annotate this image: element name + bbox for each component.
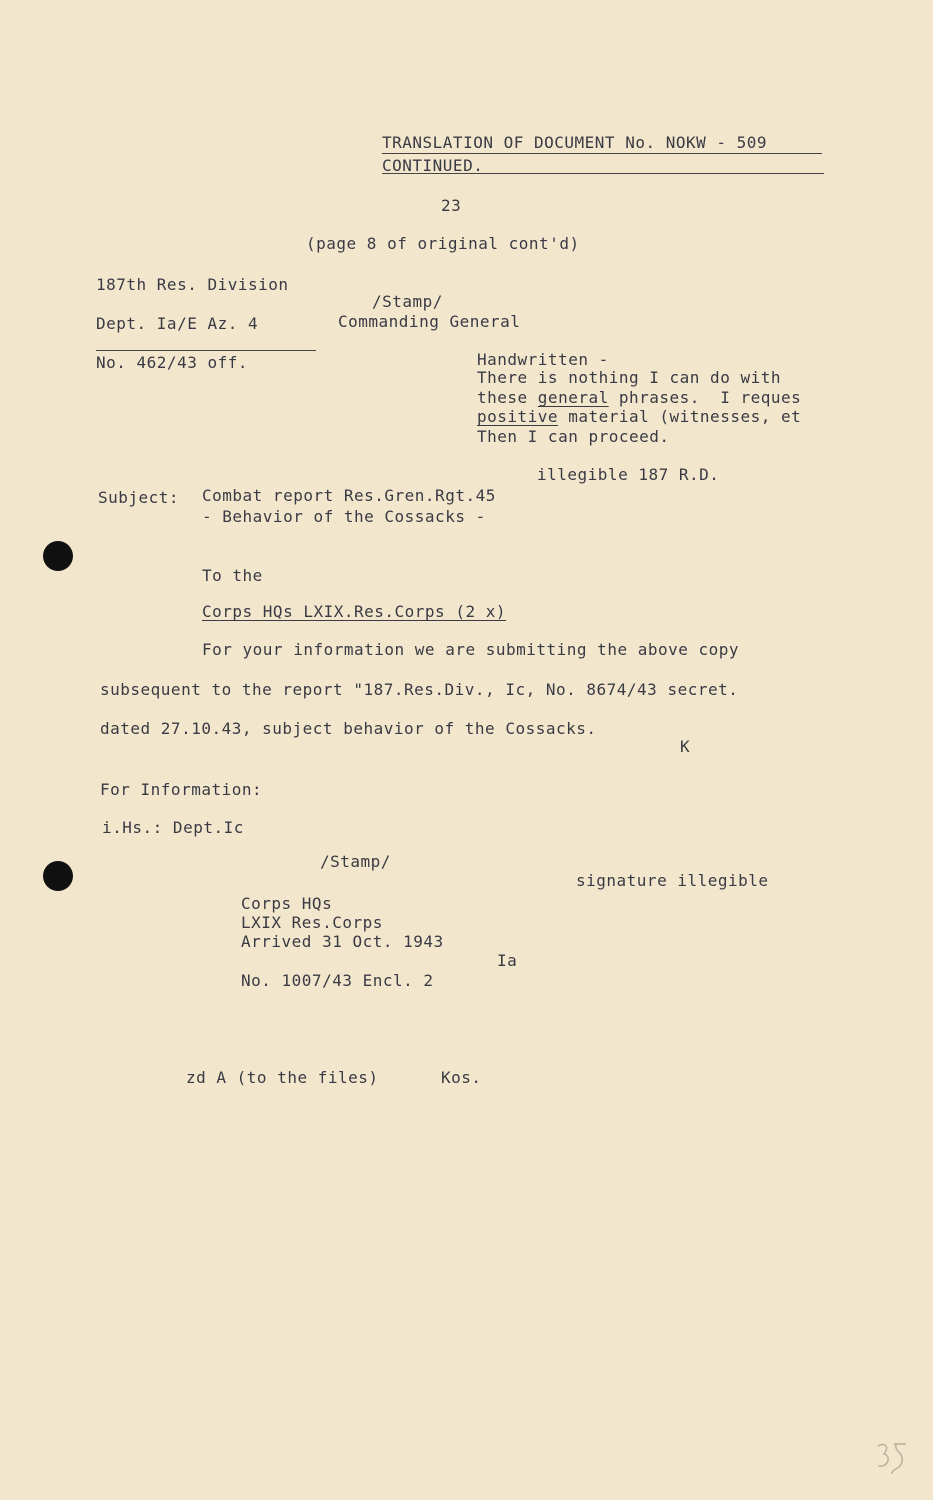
to-the: To the — [202, 566, 263, 585]
page-note: (page 8 of original cont'd) — [306, 234, 580, 253]
stamp-label-top: /Stamp/ — [372, 292, 443, 311]
handwritten-label: Handwritten - — [477, 350, 609, 369]
punch-hole-bottom — [43, 861, 73, 891]
stamp-arrived: Arrived 31 Oct. 1943 — [241, 932, 444, 951]
stamp-number: No. 1007/43 Encl. 2 — [241, 971, 434, 990]
stamp-corps-hqs: Corps HQs — [241, 894, 333, 913]
body-line-1: For your information we are submitting the above copy — [202, 640, 740, 659]
body-line-3: dated 27.10.43, subject behavior of the Cossacks. — [100, 719, 597, 738]
continued-underline — [382, 173, 824, 174]
subject-line-1: Combat report Res.Gren.Rgt.45 — [202, 486, 496, 505]
title-underline — [382, 153, 822, 154]
stamp-label-bottom: /Stamp/ — [320, 852, 391, 871]
kos-note: Kos. — [441, 1068, 482, 1087]
stamp-corps-name: LXIX Res.Corps — [241, 913, 383, 932]
stamp-ia: Ia — [497, 951, 518, 970]
corner-handwritten-mark — [872, 1438, 912, 1483]
punch-hole-top — [43, 541, 73, 571]
subject-line-2: - Behavior of the Cossacks - — [202, 507, 486, 526]
handwritten-signed: illegible 187 R.D. — [537, 465, 720, 484]
sender-rule — [96, 350, 316, 351]
dept-line: Dept. Ia/E Az. 4 — [96, 314, 259, 333]
continued-label: CONTINUED. — [382, 156, 484, 175]
handwritten-line-2: these general phrases. I reques — [477, 388, 802, 407]
commanding-general: Commanding General — [338, 312, 521, 331]
body-mark: K — [680, 737, 691, 756]
signature-text: signature illegible — [576, 871, 769, 890]
handwritten-line-1: There is nothing I can do with — [477, 368, 781, 387]
subject-label: Subject: — [98, 488, 180, 507]
for-information-label: For Information: — [100, 780, 263, 799]
translation-title: TRANSLATION OF DOCUMENT No. NOKW - 509 — [382, 133, 768, 152]
handwritten-line-4: Then I can proceed. — [477, 427, 670, 446]
handwritten-line-3: positive material (witnesses, et — [477, 407, 802, 426]
body-line-2: subsequent to the report "187.Res.Div., Ic, No. 8674/43 secret. — [100, 680, 739, 699]
info-line: i.Hs.: Dept.Ic — [102, 818, 244, 837]
page-number: 23 — [441, 196, 462, 215]
files-note: zd A (to the files) — [186, 1068, 379, 1087]
reference-number: No. 462/43 off. — [96, 353, 248, 372]
division-name: 187th Res. Division — [96, 275, 289, 294]
corps-addressee: Corps HQs LXIX.Res.Corps (2 x) — [202, 602, 506, 621]
